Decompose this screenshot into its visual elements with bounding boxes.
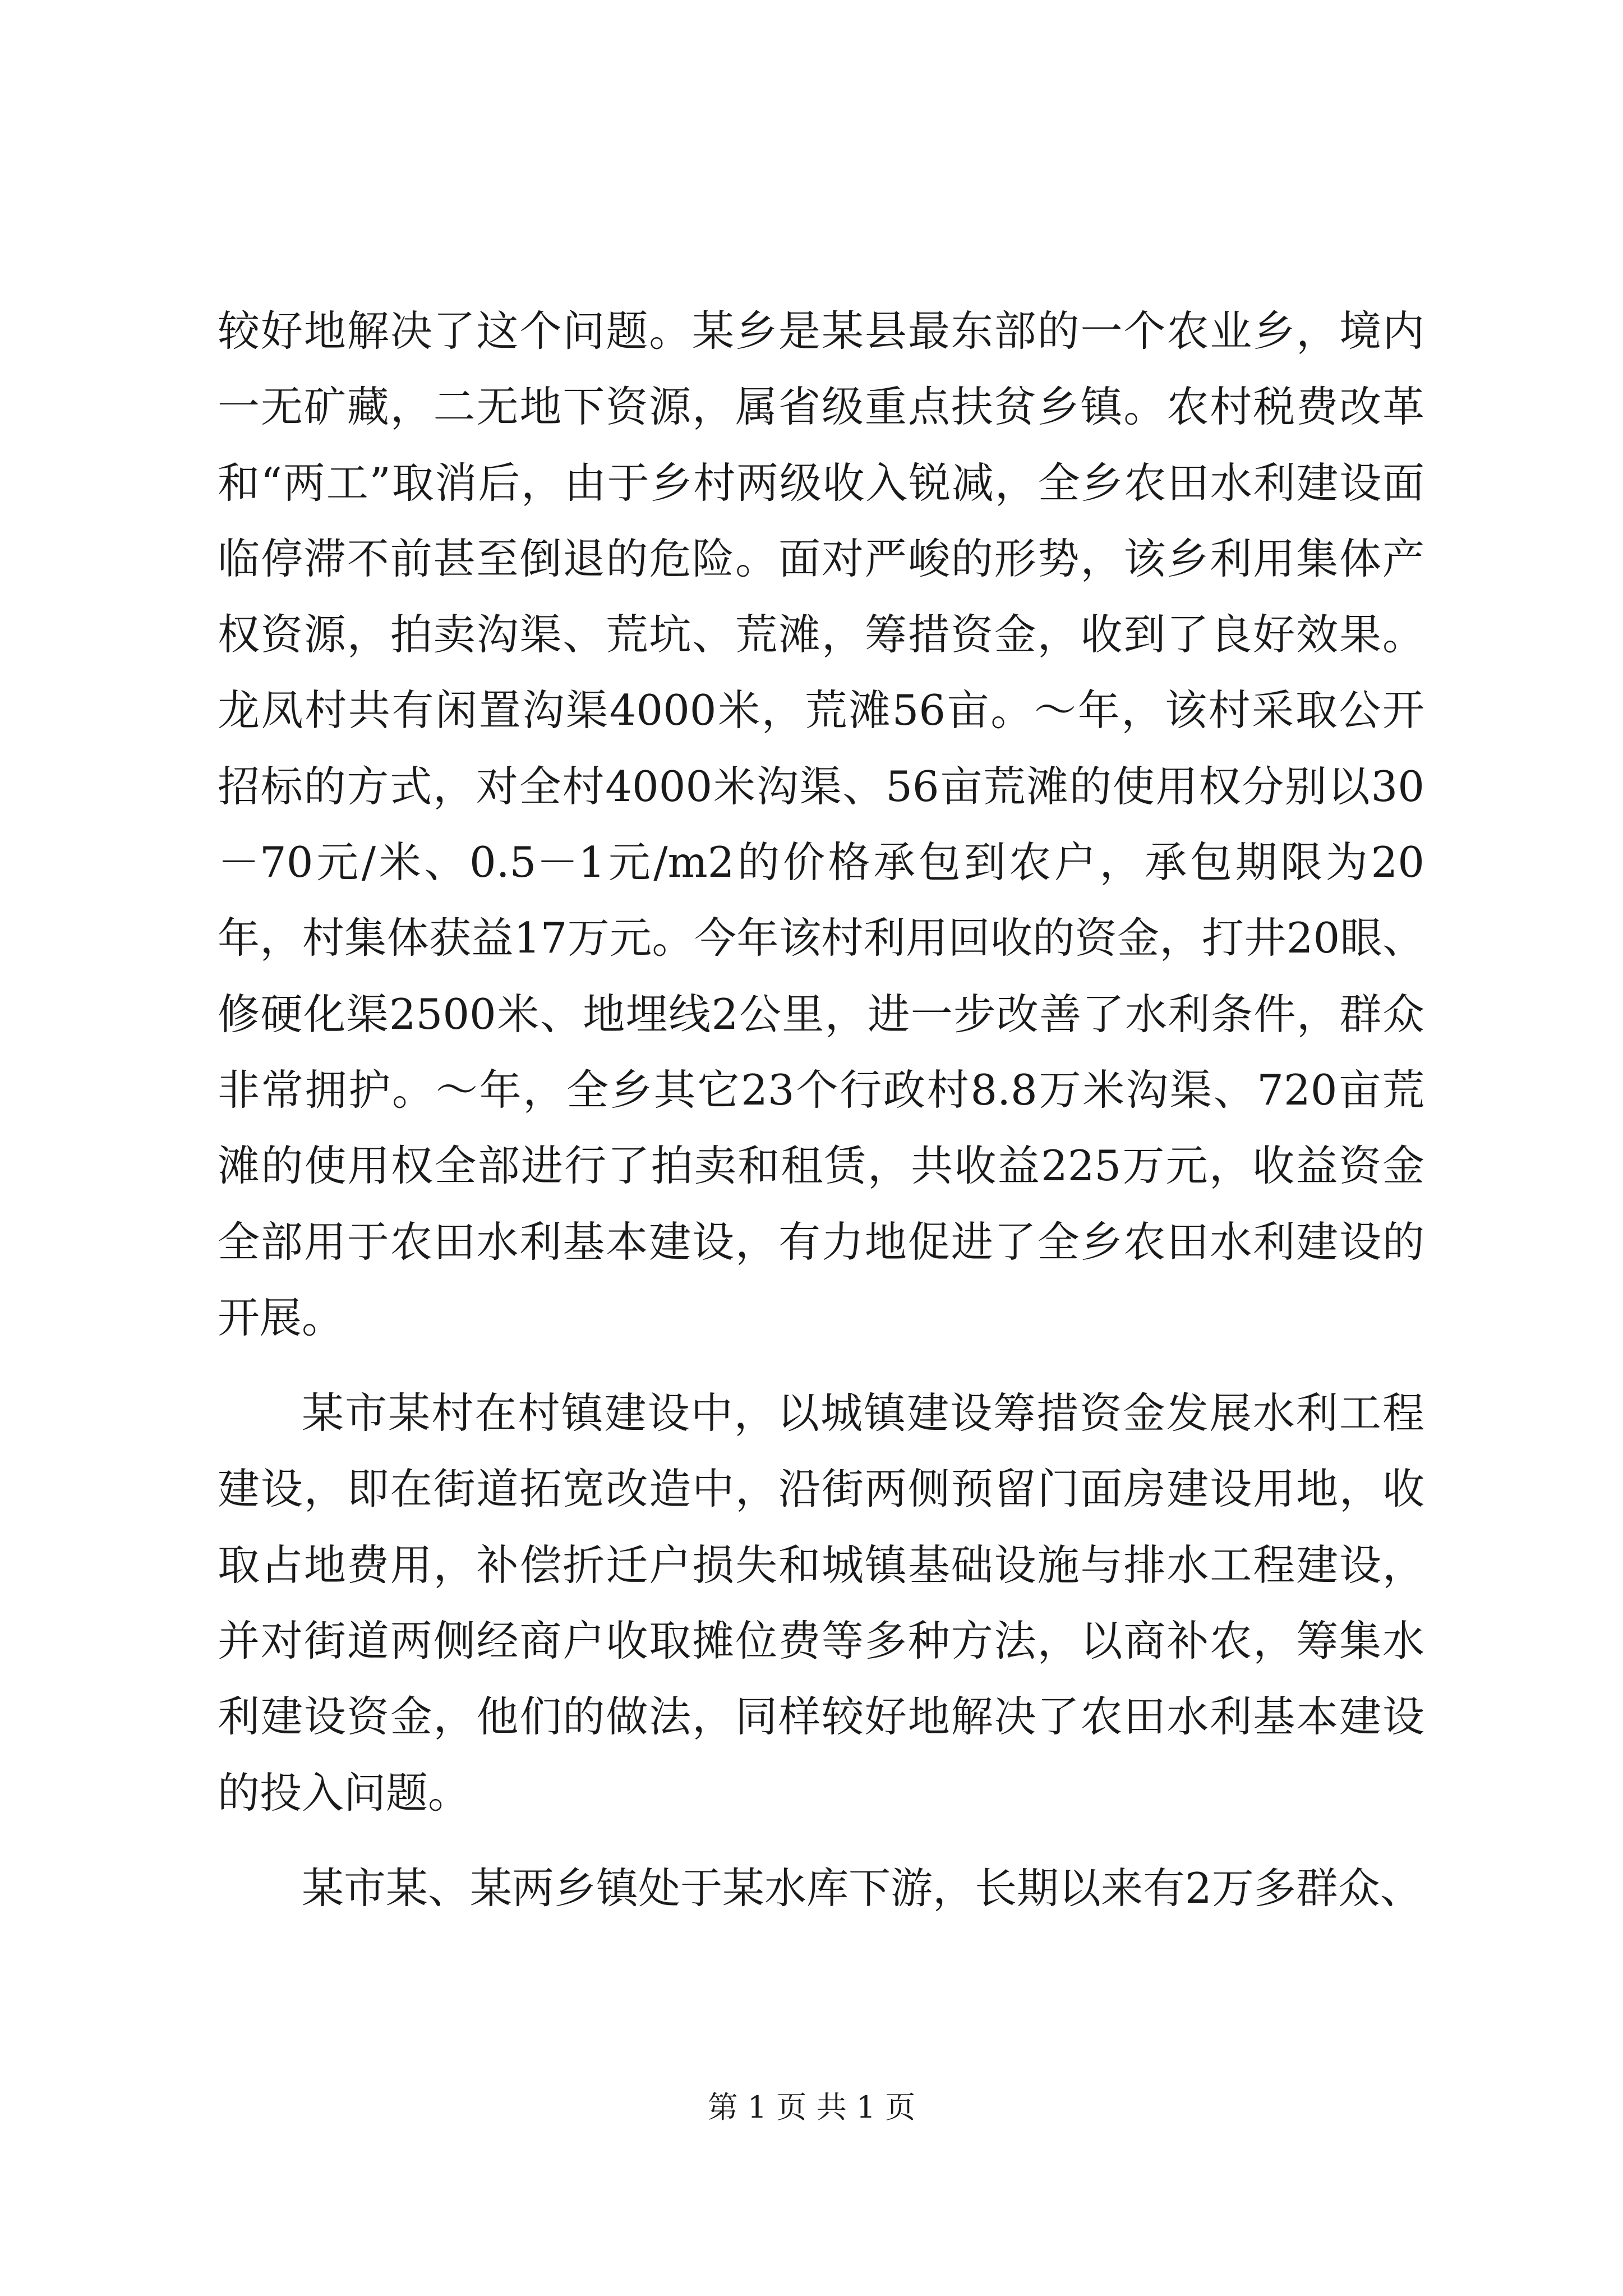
- page-number-label: 第 1 页 共 1 页: [707, 2090, 916, 2125]
- document-body: [218, 293, 1424, 1926]
- paragraph-1: 较好地解决了这个问题。某乡是某县最东部的一个农业乡，境内一无矿藏，二无地下资源，属省级重点扶贫乡镇。农村税费改革和“两工”取消后，由于乡村两级收入锐减，全乡农田水利建设面临停滞不前甚至倒退的危险。面对严峻的形势，该乡利用集体产权资源，拍卖沟渠、荒坑、荒滩，筹措资金，收到了良好效果。龙凤村共有闲置沟渠4000米，荒滩56亩。～年，该村采取公开招标的方式，对全村4000米沟渠、56亩荒滩的使用权分别以30－70元/米、0.5－1元/m2的价格承包到农户，承包期限为20年，村集体获益17万元。今年该村利用回收的资金，打井20眼、修硬化渠2500米、地埋线2公里，进一步改善了水利条件，群众非常拥护。～年，全乡其它23个行政村8.8万米沟渠、720亩荒滩的使用权全部进行了拍卖和租赁，共收益225万元，收益资金全部用于农田水利基本建设，有力地促进了全乡农田水利建设的开展。: [218, 306, 1424, 1342]
- page-footer: [0, 2088, 1623, 2127]
- paragraph-2: 某市某村在村镇建设中，以城镇建设筹措资金发展水利工程建设，即在街道拓宽改造中，沿街两侧预留门面房建设用地，收取占地费用，补偿折迁户损失和城镇基础设施与排水工程建设，并对街道两侧经商户收取摊位费等多种方法，以商补农，筹集水利建设资金，他们的做法，同样较好地解决了农田水利基本建设的投入问题。: [218, 1388, 1424, 1818]
- paragraph-3: 某市某、某两乡镇处于某水库下游，长期以来有2万多群众、: [302, 1863, 1422, 1913]
